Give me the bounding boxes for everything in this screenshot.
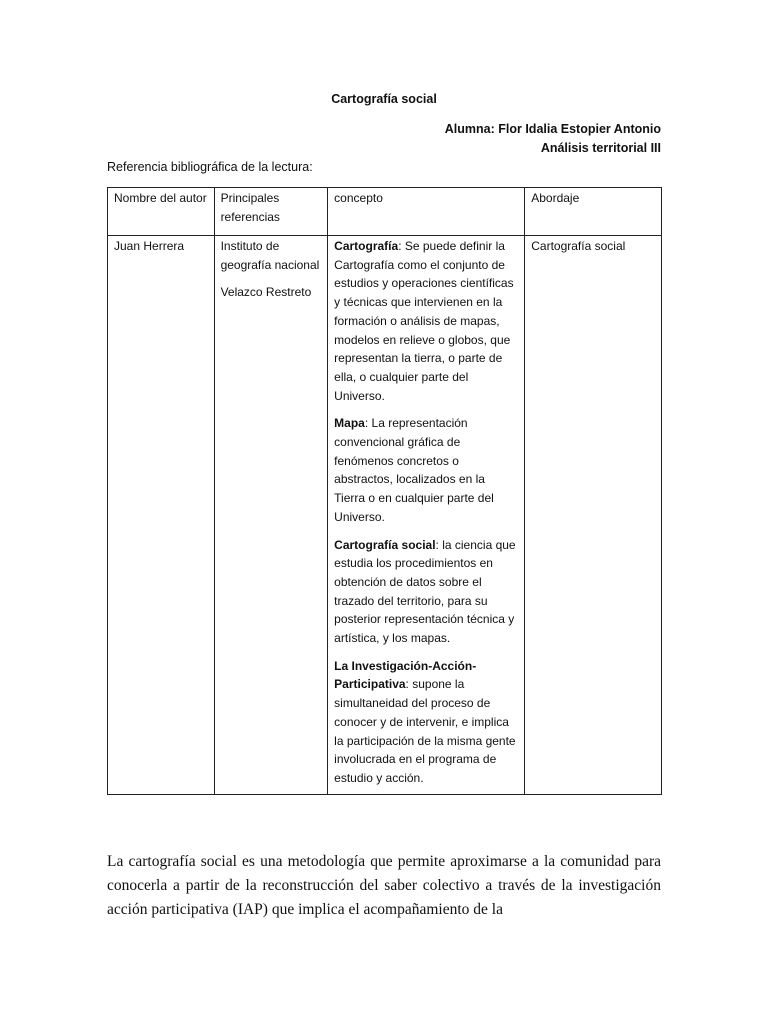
reference-table — [107, 187, 662, 795]
header-concept: concepto — [328, 188, 525, 236]
concept-definition: : la ciencia que estudia los procedimientos en obtención de datos sobre el trazado del territorio, para su posterior representación técnica y artística, y los mapas. — [334, 537, 516, 646]
table-row — [108, 236, 662, 795]
concept-paragraph — [334, 237, 518, 405]
table-header-row — [108, 188, 662, 236]
concept-term: La Investigación-Acción-Participativa — [334, 658, 477, 692]
header-approach: Abordaje — [525, 188, 662, 236]
header-author: Nombre del autor — [108, 188, 215, 236]
concept-paragraph — [334, 536, 518, 648]
cell-references — [214, 236, 328, 795]
concept-paragraph — [334, 414, 518, 526]
course-name: Análisis territorial III — [540, 141, 661, 155]
concept-definition: : supone la simultaneidad del proceso de conocer y de intervenir, e implica la participación de la misma gente involucrada en el programa de estudio y acción. — [334, 677, 516, 785]
student-name: Alumna: Flor Idalia Estopier Antonio — [444, 122, 661, 136]
reference-label: Referencia bibliográfica de la lectura: — [107, 160, 313, 174]
concept-definition: : Se puede definir la Cartografía como el conjunto de estudios y operaciones científicas y técnicas que intervienen en la formación o análisis de mapas, modelos en relieve o globos, que representan la tierra, o parte de ella, o cualquier parte del Universo. — [334, 239, 514, 403]
concept-term: Cartografía social — [334, 537, 436, 552]
cell-approach: Cartografía social — [525, 236, 662, 795]
body-paragraph: La cartografía social es una metodología que permite aproximarse a la comunidad para conocerla a partir de la reconstrucción del saber colectivo a través de la investigación acción participativa (IAP) que implica el acompañamiento de la — [107, 853, 661, 918]
header-references: Principales referencias — [214, 188, 328, 236]
document-title: Cartografía social — [331, 92, 437, 106]
concept-term: Cartografía — [334, 239, 399, 253]
concept-definition: : La representación convencional gráfica de fenómenos concretos o abstractos, localizados en la Tierra o en cualquier parte del Universo. — [334, 416, 494, 524]
concept-term: Mapa — [334, 416, 365, 431]
cell-concepts — [328, 236, 525, 795]
concept-paragraph — [334, 657, 518, 788]
reference-item: Velazco Restreto — [220, 285, 312, 300]
cell-author: Juan Herrera — [108, 236, 215, 795]
reference-item: Instituto de geografía nacional — [220, 239, 320, 272]
